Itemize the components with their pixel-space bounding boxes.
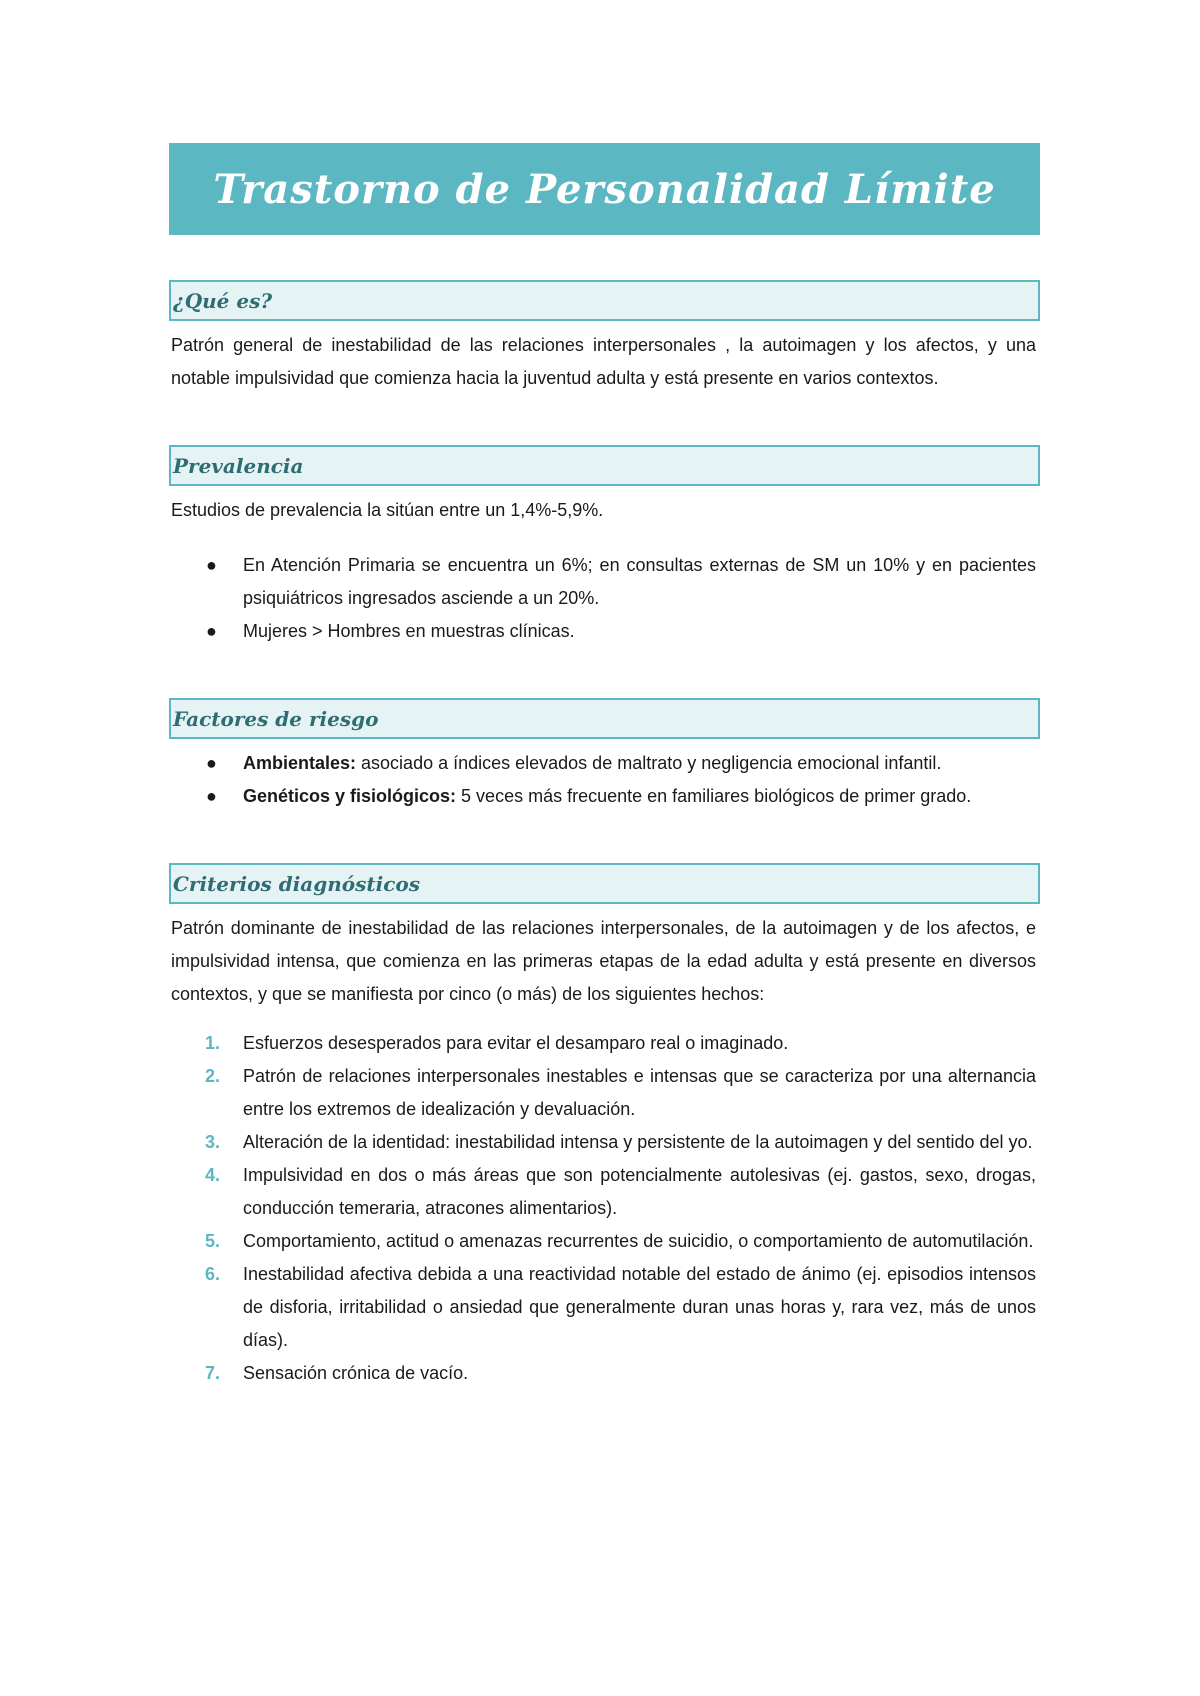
bullet-icon: ● bbox=[206, 555, 217, 575]
list-item: 5. Comportamiento, actitud o amenazas recurrentes de suicidio, o comportamiento de automutilación. bbox=[169, 1225, 1040, 1258]
list-number: 6. bbox=[205, 1264, 221, 1284]
section-heading: Prevalencia bbox=[173, 453, 304, 478]
list-item: 1. Esfuerzos desesperados para evitar el desamparo real o imaginado. bbox=[169, 1027, 1040, 1060]
list-number: 7. bbox=[205, 1363, 221, 1383]
list-item: 7. Sensación crónica de vacío. bbox=[169, 1357, 1040, 1390]
list-item-label: Genéticos y fisiológicos: bbox=[243, 786, 457, 806]
section-header-criterios bbox=[169, 863, 1040, 904]
list-item: 3. Alteración de la identidad: inestabilidad intensa y persistente de la autoimagen y del sentido del yo. bbox=[169, 1126, 1040, 1159]
document-page bbox=[169, 143, 1040, 1390]
risk-factors-list bbox=[169, 747, 1040, 813]
list-number: 3. bbox=[205, 1132, 221, 1152]
bullet-icon: ● bbox=[206, 786, 217, 806]
section-header-que-es bbox=[169, 280, 1040, 321]
title-banner bbox=[169, 143, 1040, 235]
list-item-label: Ambientales: bbox=[243, 753, 357, 773]
list-number: 2. bbox=[205, 1066, 221, 1086]
definition-paragraph: Patrón general de inestabilidad de las relaciones interpersonales , la autoimagen y los afectos, y una notable impulsividad que comienza hacia la juventud adulta y está presente en varios contextos. bbox=[171, 335, 1036, 388]
section-heading: ¿Qué es? bbox=[173, 288, 273, 313]
section-header-factores bbox=[169, 698, 1040, 739]
list-item: ● Ambientales: asociado a índices elevados de maltrato y negligencia emocional infantil. bbox=[169, 747, 1040, 780]
list-item: ● Genéticos y fisiológicos: 5 veces más frecuente en familiares biológicos de primer grado. bbox=[169, 780, 1040, 813]
bullet-icon: ● bbox=[206, 753, 217, 773]
list-item: 2. Patrón de relaciones interpersonales inestables e intensas que se caracteriza por una alternancia entre los extremos de idealización y devaluación. bbox=[169, 1060, 1040, 1126]
prevalence-intro: Estudios de prevalencia la sitúan entre un 1,4%-5,9%. bbox=[171, 500, 604, 520]
list-number: 5. bbox=[205, 1231, 221, 1251]
list-number: 4. bbox=[205, 1165, 221, 1185]
section-heading: Factores de riesgo bbox=[173, 706, 379, 731]
list-item: 4. Impulsividad en dos o más áreas que son potencialmente autolesivas (ej. gastos, sexo, drogas, conducción temeraria, atracones alimentarios). bbox=[169, 1159, 1040, 1225]
list-item: 6. Inestabilidad afectiva debida a una reactividad notable del estado de ánimo (ej. episodios intensos de disforia, irritabilidad o ansiedad que generalmente duran unas horas y, rara vez, más de unos días). bbox=[169, 1258, 1040, 1357]
section-heading: Criterios diagnósticos bbox=[173, 871, 420, 896]
prevalence-bullet-list bbox=[169, 549, 1040, 648]
list-number: 1. bbox=[205, 1033, 221, 1053]
section-header-prevalencia bbox=[169, 445, 1040, 486]
bullet-icon: ● bbox=[206, 621, 217, 641]
list-item: ● En Atención Primaria se encuentra un 6%; en consultas externas de SM un 10% y en pacientes psiquiátricos ingresados asciende a un 20%. bbox=[169, 549, 1040, 615]
criteria-intro: Patrón dominante de inestabilidad de las relaciones interpersonales, de la autoimagen y de los afectos, e impulsividad intensa, que comienza en las primeras etapas de la edad adulta y está presente en diversos contextos, y que se manifiesta por cinco (o más) de los siguientes hechos: bbox=[171, 918, 1036, 1004]
list-item: ● Mujeres > Hombres en muestras clínicas. bbox=[169, 615, 1040, 648]
page-title: Trastorno de Personalidad Límite bbox=[213, 165, 996, 213]
criteria-list bbox=[169, 1027, 1040, 1390]
